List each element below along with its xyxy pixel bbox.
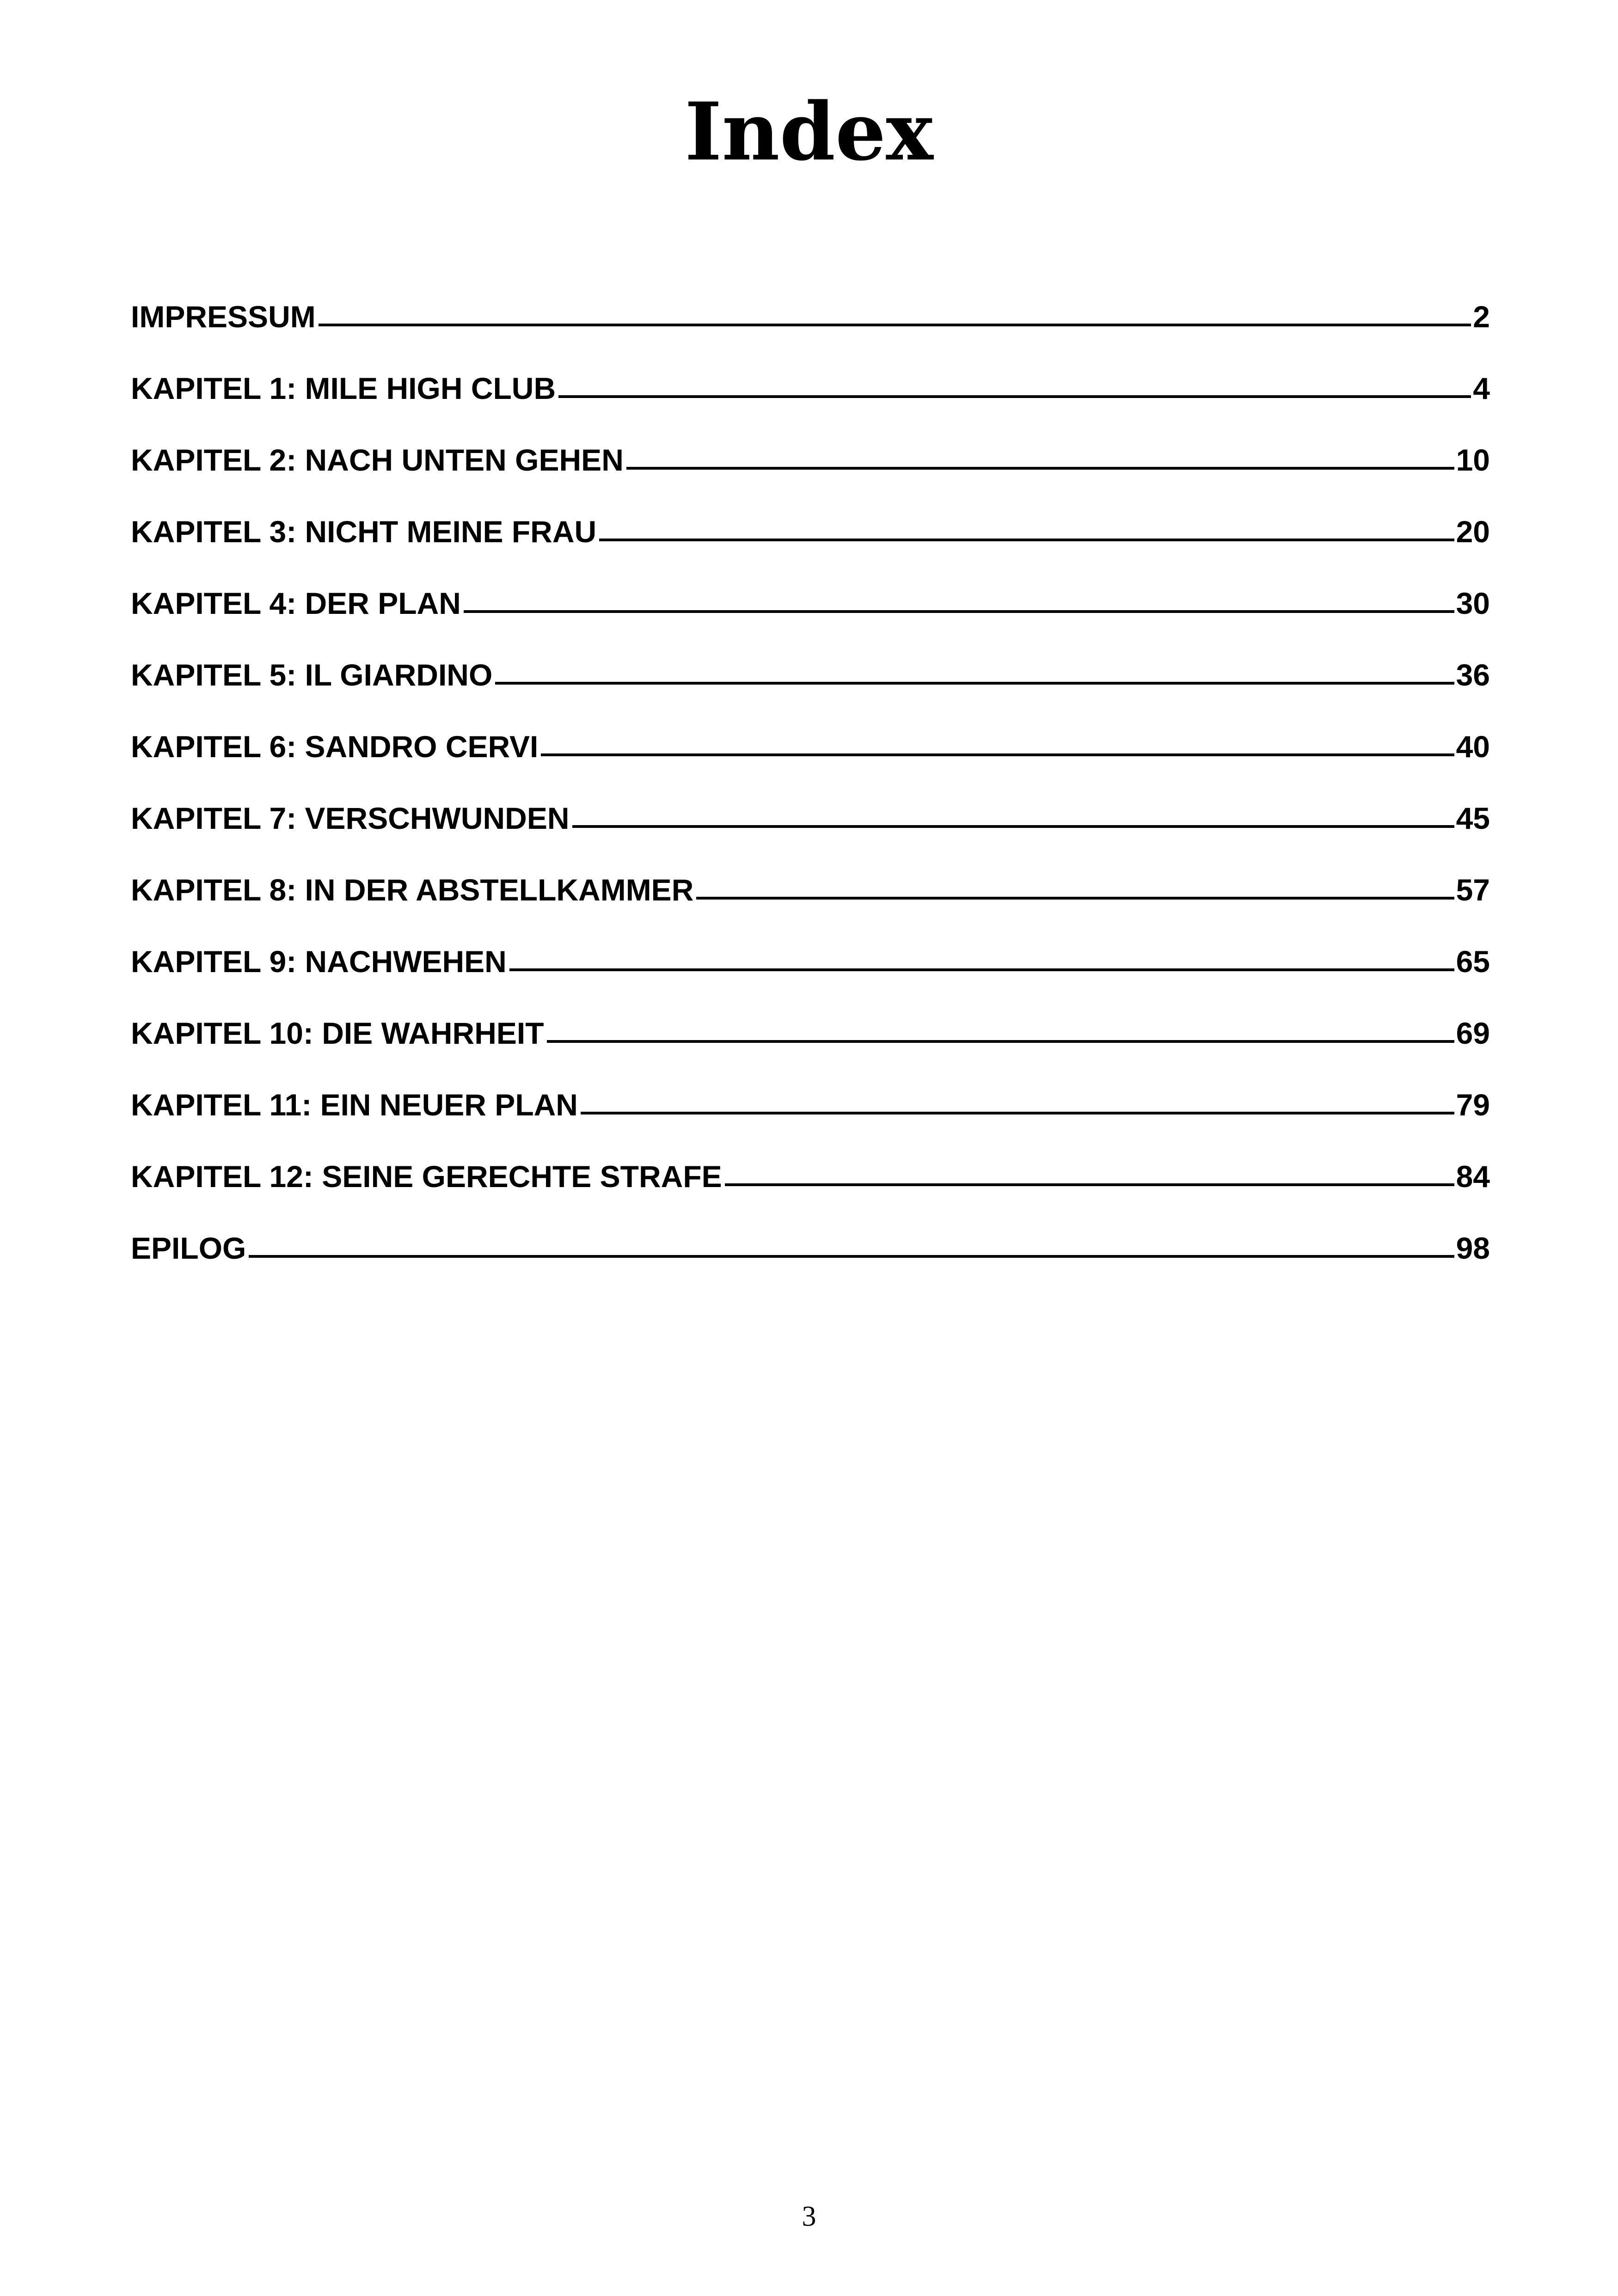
toc-entry-page: 69 bbox=[1456, 1016, 1490, 1050]
toc-entry-page: 20 bbox=[1456, 514, 1490, 549]
toc-leader-line bbox=[725, 1183, 1454, 1186]
toc-entry-page: 98 bbox=[1456, 1231, 1490, 1265]
toc-leader-line bbox=[581, 1112, 1454, 1114]
toc-entry-page: 57 bbox=[1456, 873, 1490, 907]
toc-entry-label: KAPITEL 7: VERSCHWUNDEN bbox=[131, 801, 570, 835]
toc-leader-line bbox=[547, 1040, 1454, 1043]
toc-entry-page: 40 bbox=[1456, 729, 1490, 764]
toc-entry-label: EPILOG bbox=[131, 1231, 246, 1265]
toc-entry-label: KAPITEL 9: NACHWEHEN bbox=[131, 944, 507, 979]
toc-leader-line bbox=[509, 968, 1454, 971]
toc-entry-page: 4 bbox=[1473, 371, 1490, 405]
toc-entry-label: KAPITEL 5: IL GIARDINO bbox=[131, 658, 493, 692]
toc-entry-page: 2 bbox=[1473, 300, 1490, 334]
toc-entry[interactable] bbox=[131, 1069, 1490, 1141]
toc-entry-page: 84 bbox=[1456, 1159, 1490, 1194]
toc-leader-line bbox=[572, 825, 1454, 828]
toc-entry-label: KAPITEL 8: IN DER ABSTELLKAMMER bbox=[131, 873, 694, 907]
table-of-contents bbox=[131, 281, 1490, 1284]
toc-entry[interactable] bbox=[131, 783, 1490, 854]
toc-entry-page: 79 bbox=[1456, 1088, 1490, 1122]
toc-entry-page: 45 bbox=[1456, 801, 1490, 835]
toc-entry-page: 65 bbox=[1456, 944, 1490, 979]
toc-entry[interactable] bbox=[131, 281, 1490, 353]
toc-entry[interactable] bbox=[131, 353, 1490, 424]
toc-entry[interactable] bbox=[131, 424, 1490, 496]
toc-entry-label: KAPITEL 2: NACH UNTEN GEHEN bbox=[131, 443, 624, 477]
toc-entry[interactable] bbox=[131, 998, 1490, 1069]
toc-leader-line bbox=[495, 682, 1454, 685]
toc-entry-page: 36 bbox=[1456, 658, 1490, 692]
toc-leader-line bbox=[319, 324, 1471, 326]
toc-entry-label: KAPITEL 6: SANDRO CERVI bbox=[131, 729, 539, 764]
toc-entry-label: KAPITEL 12: SEINE GERECHTE STRAFE bbox=[131, 1159, 722, 1194]
toc-entry-label: KAPITEL 10: DIE WAHRHEIT bbox=[131, 1016, 544, 1050]
toc-entry[interactable] bbox=[131, 1212, 1490, 1284]
toc-entry[interactable] bbox=[131, 639, 1490, 711]
toc-leader-line bbox=[464, 610, 1454, 613]
toc-leader-line bbox=[599, 539, 1454, 541]
page-title: Index bbox=[685, 85, 933, 178]
page-number: 3 bbox=[802, 2201, 816, 2232]
toc-leader-line bbox=[541, 753, 1454, 756]
toc-leader-line bbox=[558, 395, 1471, 398]
toc-entry-page: 10 bbox=[1456, 443, 1490, 477]
toc-leader-line bbox=[696, 897, 1454, 900]
toc-entry-label: KAPITEL 11: EIN NEUER PLAN bbox=[131, 1088, 578, 1122]
toc-entry[interactable] bbox=[131, 926, 1490, 998]
toc-entry-page: 30 bbox=[1456, 586, 1490, 620]
toc-entry[interactable] bbox=[131, 496, 1490, 568]
toc-leader-line bbox=[249, 1255, 1454, 1258]
toc-entry[interactable] bbox=[131, 854, 1490, 926]
toc-entry-label: IMPRESSUM bbox=[131, 300, 316, 334]
toc-entry[interactable] bbox=[131, 1141, 1490, 1212]
toc-entry-label: KAPITEL 1: MILE HIGH CLUB bbox=[131, 371, 556, 405]
toc-entry-label: KAPITEL 4: DER PLAN bbox=[131, 586, 461, 620]
toc-entry-label: KAPITEL 3: NICHT MEINE FRAU bbox=[131, 514, 597, 549]
toc-entry[interactable] bbox=[131, 711, 1490, 783]
toc-leader-line bbox=[626, 467, 1454, 470]
toc-entry[interactable] bbox=[131, 568, 1490, 639]
